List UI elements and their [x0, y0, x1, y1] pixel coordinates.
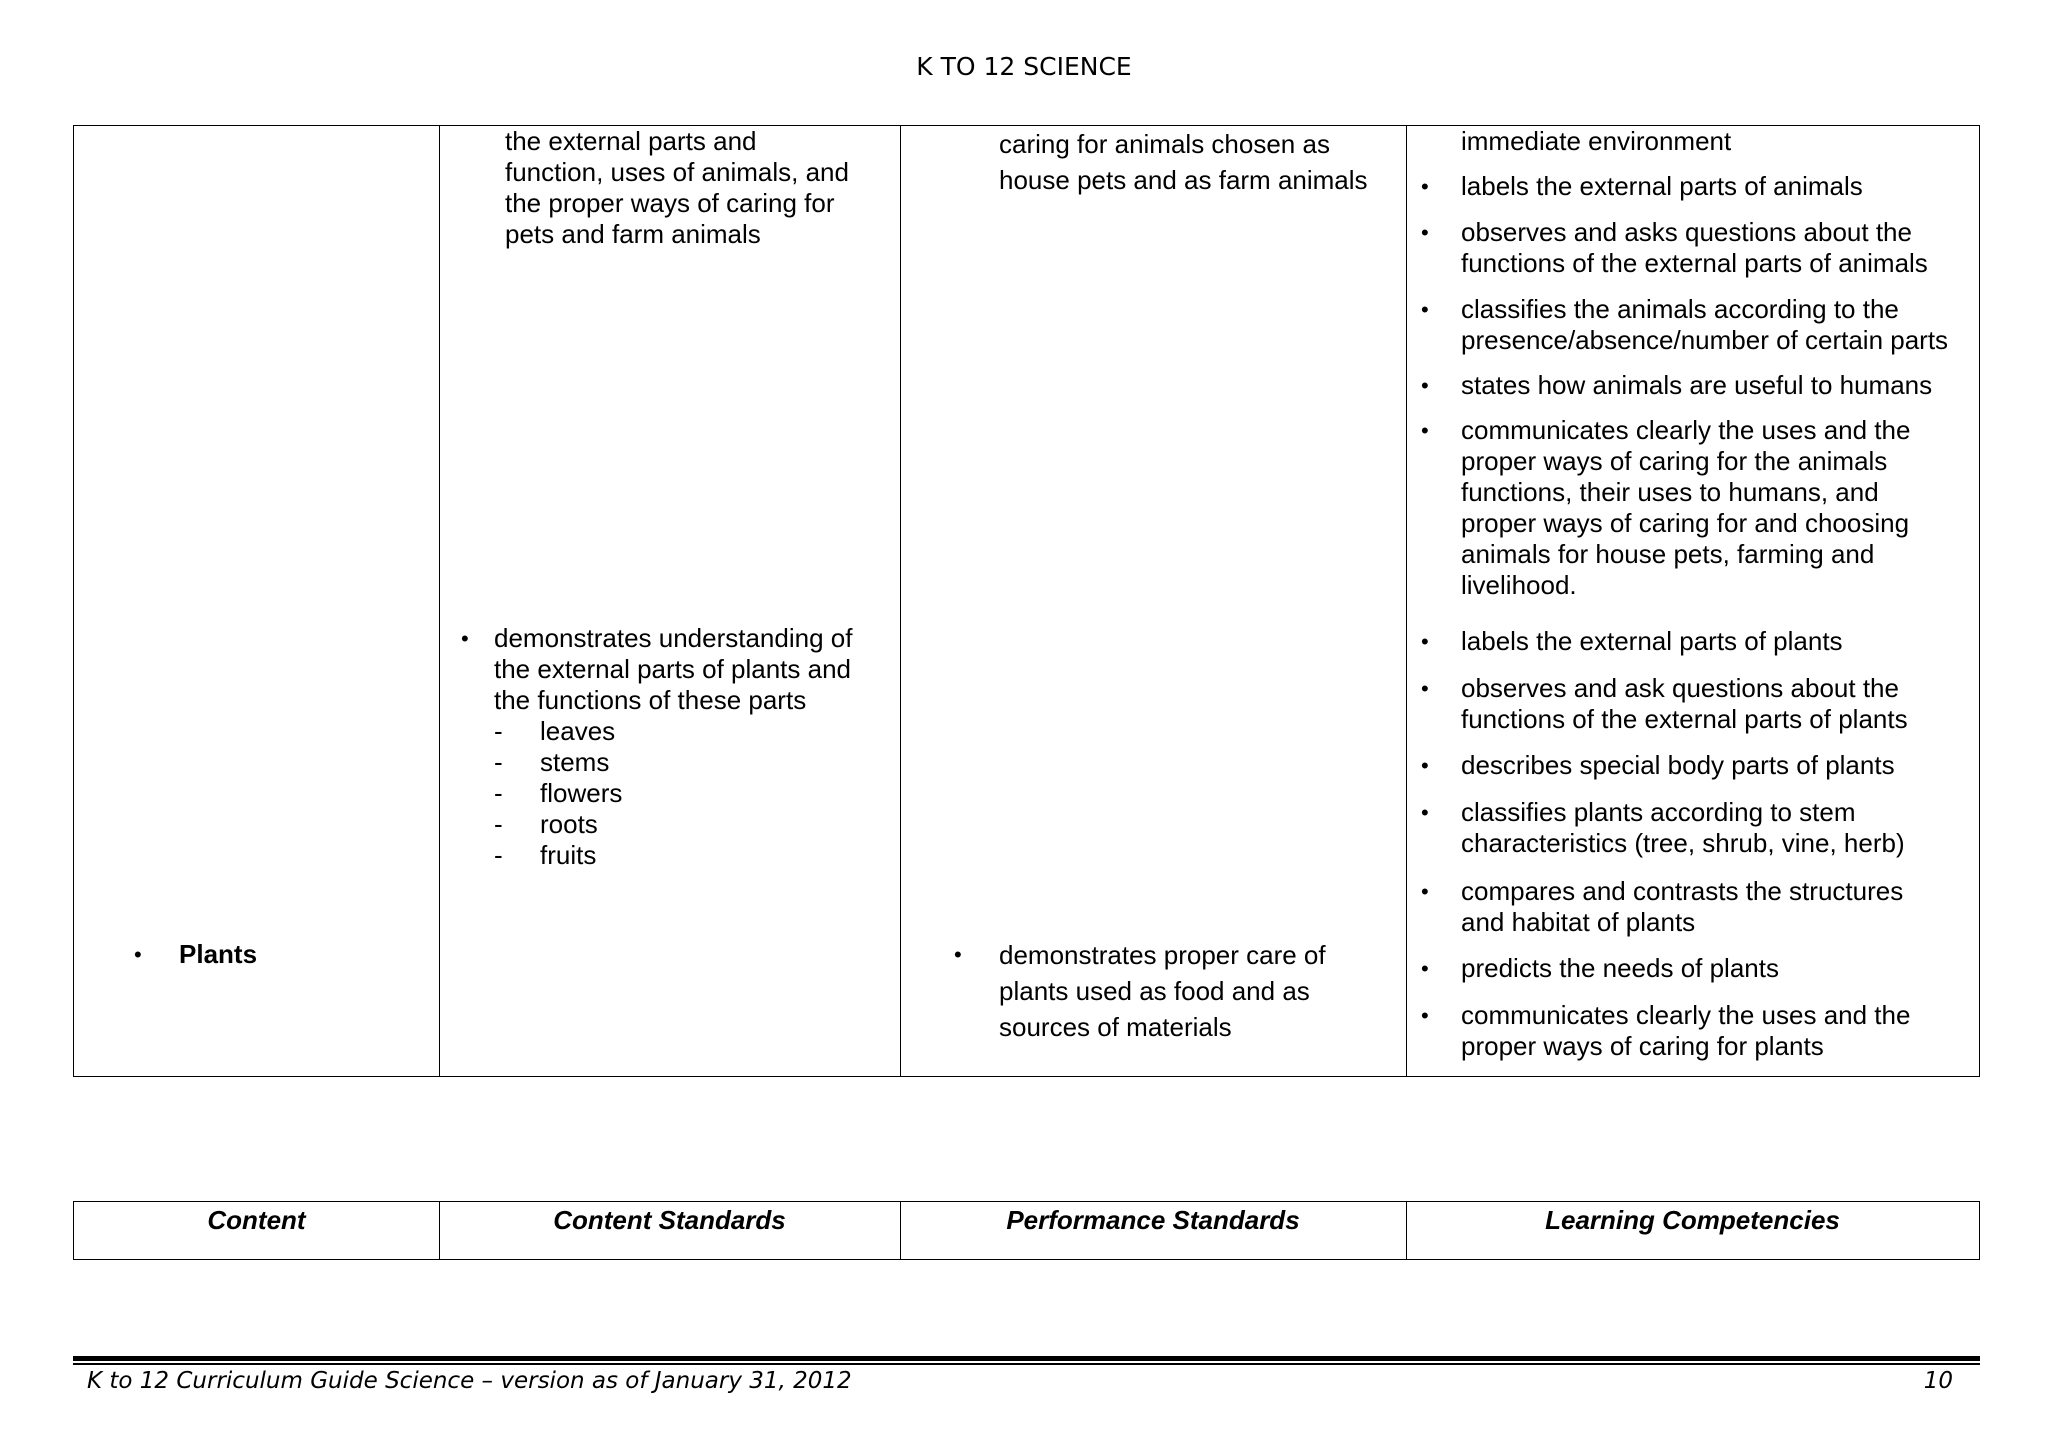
performance-standard-animals — [999, 126, 1399, 198]
competency-item: • states how animals are useful to humans — [1461, 370, 1961, 401]
bullet-icon — [1421, 953, 1429, 984]
column-header-performance-standards: Performance Standards — [1006, 1205, 1300, 1235]
bullet-icon — [1421, 750, 1429, 781]
content-item-plants: Plants — [179, 939, 258, 969]
competency-item: • labels the external parts of plants — [1461, 626, 1961, 657]
performance-standard-line: plants used as food and as — [999, 976, 1310, 1006]
column-divider — [1406, 126, 1407, 1076]
competency-item: • observes and asks questions about the functions of the external parts of animals — [1461, 217, 1961, 279]
performance-standard-plants — [999, 937, 1399, 1045]
bullet-icon — [1421, 673, 1429, 704]
competency-item: • observes and ask questions about the functions of the external parts of plants — [1461, 673, 1961, 735]
list-item: - flowers — [494, 778, 623, 808]
page-number: 10 — [1923, 1368, 1953, 1394]
bullet-icon — [954, 937, 962, 973]
competency-item: • classifies the animals according to the presence/absence/number of certain parts — [1461, 294, 1961, 356]
list-item: - leaves — [494, 716, 616, 746]
competency-item: • communicates clearly the uses and the proper ways of caring for the animals functions, their uses to humans, and proper ways of caring for and choosing animals for house pets, farming and livelihood. — [1461, 415, 1961, 601]
footer-title: K to 12 Curriculum Guide Science – version as of January 31, 2012 — [87, 1368, 852, 1394]
footer-divider — [73, 1356, 1980, 1361]
list-item: - fruits — [494, 840, 597, 870]
bullet-icon — [1421, 171, 1429, 202]
competency-item: • predicts the needs of plants — [1461, 953, 1961, 984]
content-standard-line: the external parts and — [505, 126, 757, 156]
content-standard-line: the proper ways of caring for — [505, 188, 835, 218]
bullet-icon — [1421, 797, 1429, 828]
page-header-title: K TO 12 SCIENCE — [916, 52, 1132, 81]
bullet-icon — [1421, 217, 1429, 248]
performance-standard-line: sources of materials — [999, 1012, 1232, 1042]
bullet-icon — [1421, 1000, 1429, 1031]
column-header-content: Content — [207, 1205, 306, 1235]
content-standard-line: the functions of these parts — [494, 685, 807, 715]
content-standard-line: the external parts of plants and — [494, 654, 852, 684]
content-standard-line: function, uses of animals, and — [505, 157, 849, 187]
curriculum-table — [73, 125, 1980, 1077]
competency-item: • compares and contrasts the structures and habitat of plants — [1461, 876, 1961, 938]
bullet-icon — [134, 939, 142, 970]
content-standard-plants — [494, 623, 894, 871]
column-header-content-standards: Content Standards — [553, 1205, 786, 1235]
content-standard-line: demonstrates understanding of — [494, 623, 853, 653]
performance-standard-line: house pets and as farm animals — [999, 165, 1368, 195]
bullet-icon — [461, 623, 469, 654]
performance-standard-line: demonstrates proper care of — [999, 940, 1326, 970]
competency-item: • describes special body parts of plants — [1461, 750, 1961, 781]
competency-continued: immediate environment — [1461, 126, 1732, 156]
competency-item: • communicates clearly the uses and the proper ways of caring for plants — [1461, 1000, 1961, 1062]
column-header-table — [73, 1201, 1980, 1260]
plant-parts-list — [494, 716, 894, 871]
learning-competencies — [1461, 126, 1971, 1076]
list-item: - roots — [494, 809, 598, 839]
content-standard-line: pets and farm animals — [505, 219, 761, 249]
column-divider — [900, 126, 901, 1076]
competency-item: • labels the external parts of animals — [1461, 171, 1961, 202]
bullet-icon — [1421, 626, 1429, 657]
bullet-icon — [1421, 876, 1429, 907]
bullet-icon — [1421, 370, 1429, 401]
performance-standard-line: caring for animals chosen as — [999, 129, 1330, 159]
footer-divider — [73, 1363, 1980, 1365]
bullet-icon — [1421, 415, 1429, 446]
column-header-learning-competencies: Learning Competencies — [1545, 1205, 1840, 1235]
list-item: - stems — [494, 747, 610, 777]
competency-item: • classifies plants according to stem characteristics (tree, shrub, vine, herb) — [1461, 797, 1961, 859]
bullet-icon — [1421, 294, 1429, 325]
content-standard-animals — [505, 126, 885, 250]
column-divider — [439, 126, 440, 1076]
